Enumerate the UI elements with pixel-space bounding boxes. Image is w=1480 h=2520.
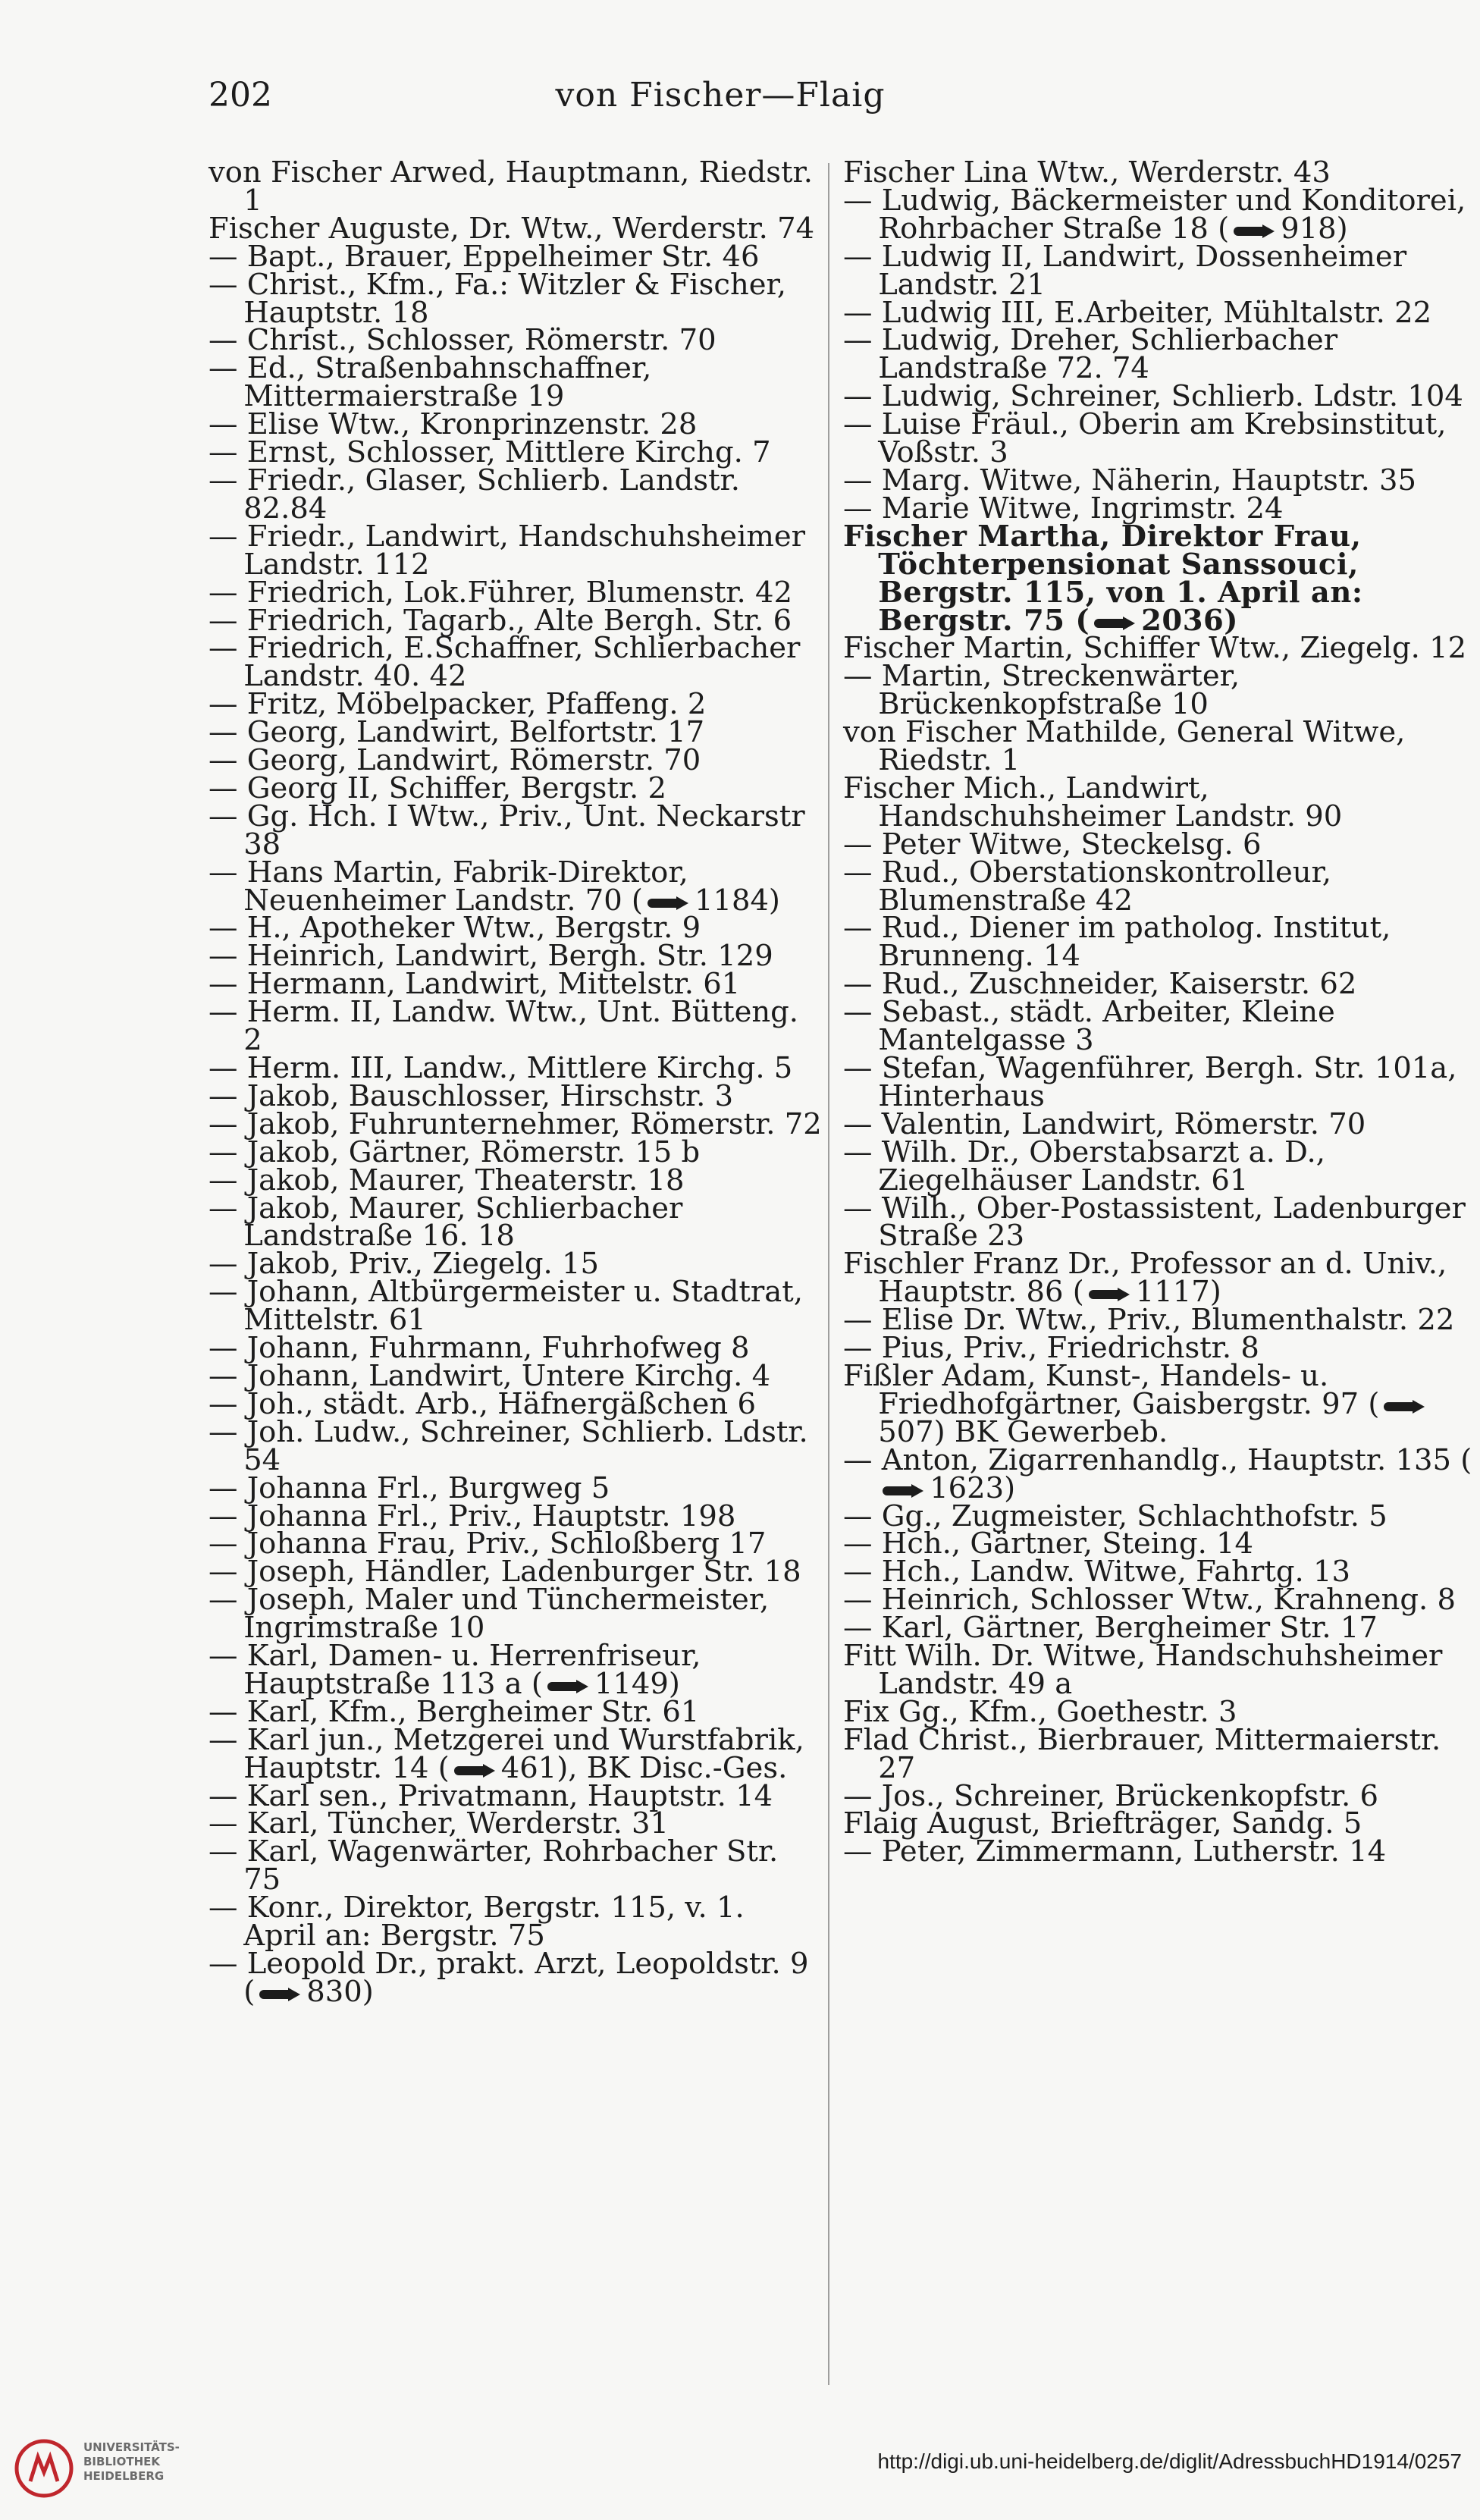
entry-text: — Herm. III, Landw., Mittlere Kirchg. 5 — [209, 1051, 793, 1085]
entry-text: — Heinrich, Landwirt, Bergh. Str. 129 — [209, 939, 773, 974]
directory-entry — [209, 351, 823, 414]
directory-entry — [843, 407, 1472, 470]
entry-text: — Joh. Ludw., Schreiner, Schlierb. Ldstr. 54 — [209, 1414, 808, 1477]
directory-entry — [209, 1639, 823, 1701]
telephone-icon — [1234, 222, 1276, 239]
phone-number: 2036) — [1141, 603, 1239, 638]
directory-entry — [843, 855, 1472, 918]
entry-text: — Rud., Diener im patholog. Institut, Brunneng. 14 — [843, 911, 1391, 974]
entry-text: — Hch., Gärtner, Steing. 14 — [843, 1527, 1254, 1561]
entry-text: — Johanna Frau, Priv., Schloßberg 17 — [209, 1527, 767, 1561]
directory-entry — [209, 855, 823, 918]
entry-text: — Martin, Streckenwärter, Brückenkopfstraße 10 — [843, 659, 1240, 722]
directory-entry — [843, 1834, 1472, 1869]
entry-text: — Karl, Wagenwärter, Rohrbacher Str. 75 — [209, 1834, 779, 1897]
entry-text: — Hch., Landw. Witwe, Fahrtg. 13 — [843, 1555, 1350, 1590]
directory-entry — [209, 631, 823, 694]
logo-line: HEIDELBERG — [83, 2469, 165, 2483]
entry-text: — Bapt., Brauer, Eppelheimer Str. 46 — [209, 239, 760, 274]
phone-number: 461), BK Disc.-Ges. — [500, 1750, 788, 1785]
page-footer — [0, 2419, 1480, 2520]
phone-number: 1149) — [594, 1666, 680, 1701]
entry-text: Fischer Martha, Direktor Frau, Töchterpensionat Sanssouci, Bergstr. 115, von 1. April an: Bergstr. 75 ( — [843, 519, 1363, 638]
entry-text: — Georg, Landwirt, Belfortstr. 17 — [209, 715, 705, 750]
entry-text: — Pius, Priv., Friedrichstr. 8 — [843, 1331, 1259, 1366]
directory-entry — [843, 239, 1472, 302]
entry-text: — Karl, Tüncher, Werderstr. 31 — [209, 1806, 669, 1841]
directory-column-right — [843, 155, 1472, 2389]
entry-text: — H., Apotheker Wtw., Bergstr. 9 — [209, 911, 701, 946]
telephone-icon — [547, 1677, 590, 1694]
entry-text: Fißler Adam, Kunst-, Handels- u. Friedhofgärtner, Gaisbergstr. 97 ( — [843, 1358, 1380, 1421]
entry-text: — Joh., städt. Arb., Häfnergäßchen 6 — [209, 1386, 756, 1421]
entry-text: — Jos., Schreiner, Brückenkopfstr. 6 — [843, 1778, 1379, 1813]
entry-text: — Fritz, Möbelpacker, Pfaffeng. 2 — [209, 687, 707, 722]
entry-text: Fix Gg., Kfm., Goethestr. 3 — [843, 1694, 1237, 1729]
directory-entry — [843, 323, 1472, 386]
directory-entry — [843, 519, 1472, 638]
entry-text: — Ernst, Schlosser, Mittlere Kirchg. 7 — [209, 435, 771, 470]
entry-text: — Rud., Oberstationskontrolleur, Blumenstraße 42 — [843, 855, 1331, 918]
entry-text: — Christ., Schlosser, Römerstr. 70 — [209, 323, 716, 358]
entry-text: — Friedrich, Lok.Führer, Blumenstr. 42 — [209, 575, 792, 610]
directory-entry — [843, 1722, 1472, 1785]
entry-text: — Luise Fräul., Oberin am Krebsinstitut, Voßstr. 3 — [843, 407, 1447, 470]
entry-text: von Fischer Arwed, Hauptmann, Riedstr. 1 — [209, 155, 813, 218]
directory-entry — [209, 519, 823, 582]
directory-entry — [209, 1583, 823, 1646]
entry-text: Fitt Wilh. Dr. Witwe, Handschuhsheimer Landstr. 49 a — [843, 1639, 1443, 1701]
entry-text: — Wilh. Dr., Oberstabsarzt a. D., Ziegelhäuser Landstr. 61 — [843, 1134, 1326, 1197]
directory-entry — [209, 267, 823, 330]
entry-text: — Jakob, Bauschlosser, Hirschstr. 3 — [209, 1078, 734, 1113]
entry-text: — Jakob, Maurer, Theaterstr. 18 — [209, 1163, 685, 1197]
directory-entry — [843, 1639, 1472, 1701]
telephone-icon — [1089, 1285, 1131, 1302]
entry-text: — Sebast., städt. Arbeiter, Kleine Mantelgasse 3 — [843, 995, 1335, 1058]
university-seal-icon — [14, 2434, 74, 2503]
directory-entry — [843, 1051, 1472, 1113]
entry-text: — Ludwig, Dreher, Schlierbacher Landstraße 72. 74 — [843, 323, 1338, 386]
entry-text: — Heinrich, Schlosser Wtw., Krahneng. 8 — [843, 1583, 1456, 1618]
entry-text: — Marg. Witwe, Näherin, Hauptstr. 35 — [843, 463, 1417, 497]
directory-entry — [843, 1134, 1472, 1197]
telephone-icon — [1384, 1398, 1426, 1414]
column-divider — [828, 163, 829, 2385]
entry-text: — Konr., Direktor, Bergstr. 115, v. 1. April an: Bergstr. 75 — [209, 1891, 745, 1954]
phone-number: 1184) — [694, 883, 780, 918]
entry-text: — Georg, Landwirt, Römerstr. 70 — [209, 743, 701, 778]
entry-text: Fischler Franz Dr., Professor an d. Univ., Hauptstr. 86 ( — [843, 1247, 1447, 1310]
entry-text: — Peter Witwe, Steckelsg. 6 — [843, 827, 1262, 861]
directory-entry — [209, 1414, 823, 1477]
phone-number: 1623) — [930, 1470, 1016, 1505]
entry-text: — Christ., Kfm., Fa.: Witzler & Fischer, Hauptstr. 18 — [209, 267, 786, 330]
entry-text: — Marie Witwe, Ingrimstr. 24 — [843, 491, 1284, 526]
directory-entry — [209, 995, 823, 1058]
telephone-icon — [259, 1985, 302, 2002]
entry-text: — Karl sen., Privatmann, Hauptstr. 14 — [209, 1778, 773, 1813]
entry-text: — Herm. II, Landw. Wtw., Unt. Bütteng. 2 — [209, 995, 799, 1058]
entry-text: — Peter, Zimmermann, Lutherstr. 14 — [843, 1834, 1387, 1869]
entry-text: Fischer Lina Wtw., Werderstr. 43 — [843, 155, 1331, 190]
logo-line: BIBLIOTHEK — [83, 2455, 160, 2468]
directory-entry — [843, 1191, 1472, 1254]
entry-text: — Leopold Dr., prakt. Arzt, Leopoldstr. 9 ( — [209, 1947, 809, 2009]
entry-text: Fischer Auguste, Dr. Wtw., Werderstr. 74 — [209, 211, 815, 246]
entry-text: — Joseph, Maler und Tünchermeister, Ingrimstraße 10 — [209, 1583, 770, 1646]
entry-text: — Elise Wtw., Kronprinzenstr. 28 — [209, 407, 698, 442]
entry-text: — Ludwig II, Landwirt, Dossenheimer Landstr. 21 — [843, 239, 1407, 302]
directory-entry — [843, 715, 1472, 778]
phone-number: 507) BK Gewerbeb. — [878, 1414, 1168, 1449]
directory-entry — [209, 463, 823, 526]
telephone-icon — [454, 1762, 497, 1778]
entry-text: — Johanna Frl., Priv., Hauptstr. 198 — [209, 1499, 736, 1533]
entry-text: — Jakob, Gärtner, Römerstr. 15 b — [209, 1134, 701, 1169]
entry-text: — Jakob, Fuhrunternehmer, Römerstr. 72 — [209, 1106, 822, 1141]
directory-entry — [843, 770, 1472, 833]
directory-entry — [209, 799, 823, 861]
entry-text: Flad Christ., Bierbrauer, Mittermaierstr. 27 — [843, 1722, 1441, 1785]
entry-text: — Gg. Hch. I Wtw., Priv., Unt. Neckarstr 38 — [209, 799, 805, 861]
entry-text: — Gg., Zugmeister, Schlachthofstr. 5 — [843, 1499, 1388, 1533]
directory-entry — [209, 1722, 823, 1785]
entry-text: — Hermann, Landwirt, Mittelstr. 61 — [209, 967, 741, 1002]
directory-entry — [209, 1834, 823, 1897]
library-logo-text — [83, 2440, 180, 2484]
entry-text: — Friedr., Glaser, Schlierb. Landstr. 82.84 — [209, 463, 740, 526]
directory-entry — [843, 911, 1472, 974]
entry-text: Fischer Martin, Schiffer Wtw., Ziegelg. 12 — [843, 631, 1467, 666]
entry-text: — Karl, Kfm., Bergheimer Str. 61 — [209, 1694, 700, 1729]
page-header — [209, 76, 1232, 137]
entry-text: — Friedrich, E.Schaffner, Schlierbacher Landstr. 40. 42 — [209, 631, 801, 694]
telephone-icon — [883, 1482, 925, 1499]
entry-text: — Karl jun., Metzgerei und Wurstfabrik, Hauptstr. 14 ( — [209, 1722, 804, 1785]
entry-text: — Jakob, Maurer, Schlierbacher Landstraße 16. 18 — [209, 1191, 683, 1254]
entry-text: Fischer Mich., Landwirt, Handschuhsheimer Landstr. 90 — [843, 770, 1343, 833]
phone-number: 1117) — [1135, 1275, 1221, 1310]
page-number: 202 — [209, 76, 272, 115]
entry-text: — Joseph, Händler, Ladenburger Str. 18 — [209, 1555, 801, 1590]
entry-text: von Fischer Mathilde, General Witwe, Riedstr. 1 — [843, 715, 1406, 778]
directory-entry — [209, 1191, 823, 1254]
directory-entry — [209, 155, 823, 218]
directory-entry — [209, 1947, 823, 2009]
entry-text: — Karl, Damen- u. Herrenfriseur, Hauptstraße 113 a ( — [209, 1639, 701, 1701]
entry-text: — Hans Martin, Fabrik-Direktor, Neuenheimer Landstr. 70 ( — [209, 855, 688, 918]
directory-entry — [843, 1247, 1472, 1310]
directory-entry — [843, 183, 1472, 246]
entry-text: — Stefan, Wagenführer, Bergh. Str. 101a, Hinterhaus — [843, 1051, 1457, 1113]
entry-text: — Ludwig, Bäckermeister und Konditorei, Rohrbacher Straße 18 ( — [843, 183, 1466, 246]
telephone-icon — [648, 894, 690, 911]
logo-line: UNIVERSITÄTS- — [83, 2440, 180, 2454]
entry-text: — Johann, Altbürgermeister u. Stadtrat, Mittelstr. 61 — [209, 1275, 803, 1338]
phone-number: 918) — [1281, 211, 1348, 246]
entry-text: — Ludwig, Schreiner, Schlierb. Ldstr. 104 — [843, 379, 1463, 414]
directory-entry — [843, 1358, 1472, 1449]
page-title: von Fischer—Flaig — [555, 76, 886, 115]
entry-text: — Jakob, Priv., Ziegelg. 15 — [209, 1247, 599, 1282]
telephone-icon — [1094, 614, 1137, 631]
entry-text: — Valentin, Landwirt, Römerstr. 70 — [843, 1106, 1366, 1141]
entry-text: — Elise Dr. Wtw., Priv., Blumenthalstr. 22 — [843, 1303, 1455, 1338]
directory-entry — [843, 995, 1472, 1058]
entry-text: — Friedrich, Tagarb., Alte Bergh. Str. 6 — [209, 603, 792, 638]
source-url-link[interactable]: http://digi.ub.uni-heidelberg.de/diglit/AdressbuchHD1914/0257 — [877, 2449, 1462, 2473]
entry-text: — Ludwig III, E.Arbeiter, Mühltalstr. 22 — [843, 295, 1432, 330]
entry-text: — Karl, Gärtner, Bergheimer Str. 17 — [843, 1611, 1378, 1646]
entry-text: — Johann, Landwirt, Untere Kirchg. 4 — [209, 1358, 771, 1393]
directory-column-left — [209, 155, 823, 2389]
entry-text: — Friedr., Landwirt, Handschuhsheimer Landstr. 112 — [209, 519, 806, 582]
entry-text: — Johann, Fuhrmann, Fuhrhofweg 8 — [209, 1331, 750, 1366]
entry-text: — Rud., Zuschneider, Kaiserstr. 62 — [843, 967, 1357, 1002]
entry-text: — Georg II, Schiffer, Bergstr. 2 — [209, 770, 666, 805]
directory-entry — [843, 1442, 1472, 1505]
entry-text: Flaig August, Briefträger, Sandg. 5 — [843, 1806, 1362, 1841]
directory-entry — [843, 659, 1472, 722]
entry-text: — Ed., Straßenbahnschaffner, Mittermaierstraße 19 — [209, 351, 652, 414]
phone-number: 830) — [306, 1974, 374, 2009]
entry-text: — Anton, Zigarrenhandlg., Hauptstr. 135 ( — [843, 1442, 1472, 1477]
entry-text: — Wilh., Ober-Postassistent, Ladenburger Straße 23 — [843, 1191, 1466, 1254]
directory-entry — [209, 1891, 823, 1954]
entry-text: — Johanna Frl., Burgweg 5 — [209, 1470, 610, 1505]
directory-entry — [209, 1275, 823, 1338]
